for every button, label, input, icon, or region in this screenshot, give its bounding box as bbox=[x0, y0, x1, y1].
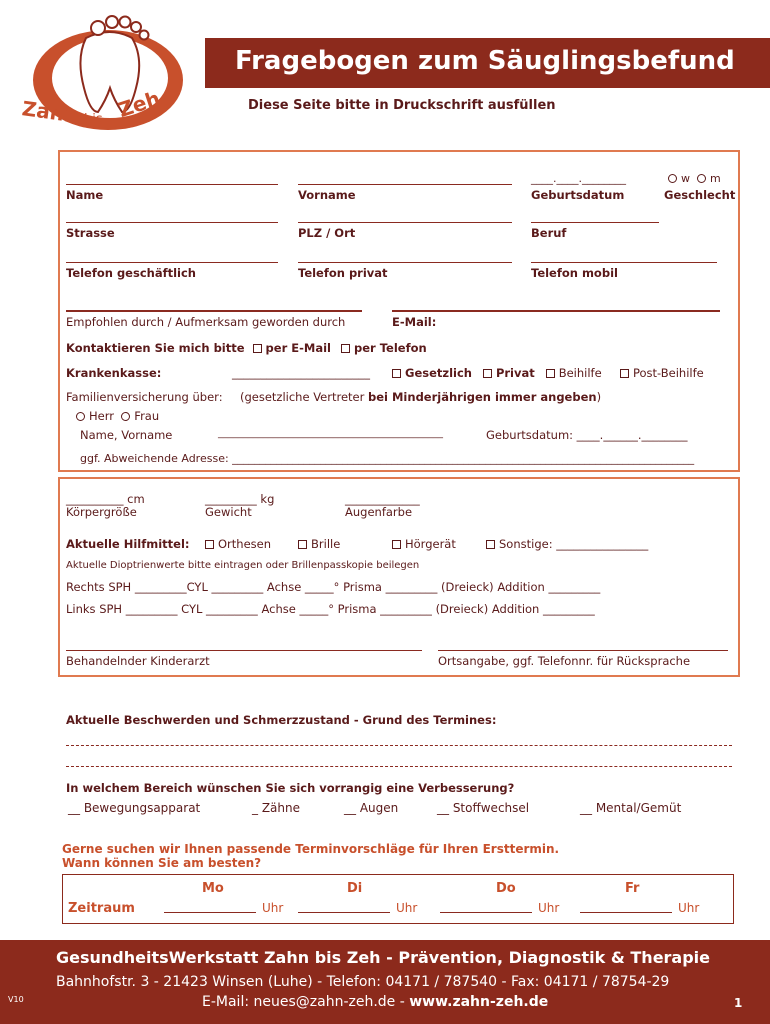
augenfarbe-field[interactable]: _____________ bbox=[345, 492, 420, 506]
brille-option bbox=[298, 537, 340, 551]
koerpergroesse-label: Körpergröße bbox=[66, 505, 137, 519]
title-band bbox=[205, 38, 770, 88]
beihilfe-label: Beihilfe bbox=[558, 366, 602, 380]
frau-radio[interactable] bbox=[121, 412, 130, 421]
links-row[interactable]: Links SPH _________ CYL _________ Achse _____° Prisma _________ (Dreieck) Addition _________ bbox=[66, 602, 595, 616]
footer-email[interactable]: E-Mail: neues@zahn-zeh.de - bbox=[202, 994, 410, 1010]
gender-w-label: w bbox=[681, 172, 690, 185]
uhr-di: Uhr bbox=[396, 901, 418, 915]
insurance-options bbox=[392, 366, 704, 380]
uhr-fr: Uhr bbox=[678, 901, 700, 915]
gesetzlich-label: Gesetzlich bbox=[405, 366, 472, 380]
beschwerden-line-2[interactable] bbox=[66, 766, 732, 767]
day-mo: Mo bbox=[202, 881, 224, 896]
post-beihilfe-checkbox[interactable] bbox=[620, 369, 629, 378]
herr-label: Herr bbox=[89, 409, 114, 423]
kontakt-telefon-checkbox[interactable] bbox=[341, 344, 350, 353]
krankenkasse-field[interactable]: ________________________ bbox=[232, 366, 370, 380]
rechts-row[interactable]: Rechts SPH _________CYL _________ Achse _____° Prisma _________ (Dreieck) Addition _________ bbox=[66, 580, 601, 594]
kontakt-telefon-label: per Telefon bbox=[354, 341, 427, 355]
dob-field[interactable]: ____.____.________ bbox=[531, 172, 626, 185]
day-di: Di bbox=[347, 881, 363, 896]
familien-hint-2: bei Minderjährigen immer angeben bbox=[368, 390, 597, 404]
sonstige-label: Sonstige: ________________ bbox=[499, 537, 649, 551]
gender-m-radio[interactable] bbox=[697, 174, 706, 183]
di-time-field[interactable] bbox=[298, 912, 390, 913]
uhr-mo: Uhr bbox=[262, 901, 284, 915]
frau-label: Frau bbox=[134, 409, 160, 423]
familien-hint-3: ) bbox=[596, 390, 602, 404]
page-subtitle: Diese Seite bitte in Druckschrift ausfüllen bbox=[248, 98, 556, 113]
krankenkasse-label: Krankenkasse: bbox=[66, 366, 162, 380]
empfohlen-label: Empfohlen durch / Aufmerksam geworden durch bbox=[66, 315, 346, 329]
footer-website[interactable]: www.zahn-zeh.de bbox=[409, 994, 549, 1010]
mo-time-field[interactable] bbox=[164, 912, 256, 913]
email-field[interactable] bbox=[392, 310, 720, 312]
geburtsdatum-label: Geburtsdatum bbox=[531, 188, 625, 202]
privat-label: Privat bbox=[495, 366, 535, 380]
strasse-field[interactable] bbox=[66, 222, 278, 223]
page-number: 1 bbox=[734, 996, 743, 1010]
post-beihilfe-label: Post-Beihilfe bbox=[632, 366, 704, 380]
beschwerden-line-1[interactable] bbox=[66, 745, 732, 746]
hoergeraet-label: Hörgerät bbox=[405, 537, 456, 551]
schedule-intro-1: Gerne suchen wir Ihnen passende Terminvorschläge für Ihren Ersttermin. bbox=[62, 842, 560, 856]
footer-company: GesundheitsWerkstatt Zahn bis Zeh - Prävention, Diagnostik & Therapie bbox=[56, 948, 711, 967]
dioptrien-hint: Aktuelle Dioptrienwerte bitte eintragen oder Brillenpasskopie beilegen bbox=[66, 560, 420, 571]
kontakt-email-checkbox[interactable] bbox=[253, 344, 262, 353]
hoergeraet-option bbox=[392, 537, 456, 551]
beruf-label: Beruf bbox=[531, 226, 567, 240]
kg-field[interactable]: _________ kg bbox=[205, 492, 275, 506]
plz-field[interactable] bbox=[298, 222, 512, 223]
tel-privat-field[interactable] bbox=[298, 262, 512, 263]
name-vorname-label: Name, Vorname bbox=[80, 428, 173, 442]
beschwerden-title: Aktuelle Beschwerden und Schmerzzustand - Grund des Termines: bbox=[66, 713, 497, 727]
footer bbox=[0, 940, 770, 1024]
familien-label: Familienversicherung über: bbox=[66, 390, 223, 404]
area-bewegung[interactable]: __ Bewegungsapparat bbox=[68, 801, 201, 815]
strasse-label: Strasse bbox=[66, 226, 115, 240]
sonstige-checkbox[interactable] bbox=[486, 540, 495, 549]
name-label: Name bbox=[66, 188, 104, 202]
do-time-field[interactable] bbox=[440, 912, 532, 913]
area-augen[interactable]: __ Augen bbox=[344, 801, 399, 815]
area-mental[interactable]: __ Mental/Gemüt bbox=[580, 801, 682, 815]
logo-text-zeh: Zeh bbox=[115, 86, 163, 122]
familien-name-field[interactable]: _____________________________________________ bbox=[218, 428, 443, 439]
beruf-field[interactable] bbox=[531, 222, 659, 223]
familien-dob-field[interactable]: Geburtsdatum: ____.______.________ bbox=[486, 428, 688, 442]
kinderarzt-field[interactable] bbox=[66, 650, 422, 651]
herr-radio[interactable] bbox=[76, 412, 85, 421]
ortsangabe-field[interactable] bbox=[438, 650, 728, 651]
kontakt-label: Kontaktieren Sie mich bitte bbox=[66, 341, 245, 355]
plz-label: PLZ / Ort bbox=[298, 226, 356, 240]
area-stoffwechsel[interactable]: __ Stoffwechsel bbox=[437, 801, 530, 815]
hoergeraet-checkbox[interactable] bbox=[392, 540, 401, 549]
orthesen-option bbox=[205, 537, 271, 551]
tel-geschaeftlich-field[interactable] bbox=[66, 262, 278, 263]
gender-w-radio[interactable] bbox=[668, 174, 677, 183]
orthesen-label: Orthesen bbox=[218, 537, 272, 551]
adresse-field[interactable]: ggf. Abweichende Adresse: ____________________________________________________________________________________ bbox=[80, 452, 695, 465]
footer-address: Bahnhofstr. 3 - 21423 Winsen (Luhe) - Telefon: 04171 / 787540 - Fax: 04171 / 78754-29 bbox=[56, 974, 670, 990]
tel-privat-label: Telefon privat bbox=[298, 266, 388, 280]
gewicht-label: Gewicht bbox=[205, 505, 252, 519]
version-label: V10 bbox=[8, 995, 24, 1004]
anrede-options bbox=[76, 409, 159, 423]
kontakt-row bbox=[66, 341, 427, 355]
logo-text-zahn: Zahn bbox=[20, 96, 80, 128]
gender-options bbox=[668, 172, 721, 185]
day-do: Do bbox=[496, 881, 516, 896]
familien-hint bbox=[240, 390, 601, 404]
geschlecht-label: Geschlecht bbox=[664, 188, 736, 202]
vorname-field[interactable] bbox=[298, 184, 512, 185]
ortsangabe-label: Ortsangabe, ggf. Telefonnr. für Rücksprache bbox=[438, 654, 691, 668]
footer-contact bbox=[202, 994, 548, 1010]
brille-checkbox[interactable] bbox=[298, 540, 307, 549]
uhr-do: Uhr bbox=[538, 901, 560, 915]
privat-checkbox[interactable] bbox=[483, 369, 492, 378]
cm-field[interactable]: __________ cm bbox=[66, 492, 145, 506]
sonstige-option bbox=[486, 537, 648, 551]
augenfarbe-label: Augenfarbe bbox=[345, 505, 413, 519]
beihilfe-checkbox[interactable] bbox=[546, 369, 555, 378]
kontakt-email-label: per E-Mail bbox=[265, 341, 331, 355]
logo-text-bis: bis bbox=[84, 112, 103, 127]
zeitraum-label: Zeitraum bbox=[68, 901, 135, 916]
name-field[interactable] bbox=[66, 184, 278, 185]
orthesen-checkbox[interactable] bbox=[205, 540, 214, 549]
familien-hint-1: (gesetzliche Vertreter bbox=[240, 390, 369, 404]
gender-m-label: m bbox=[710, 172, 721, 185]
tel-geschaeftlich-label: Telefon geschäftlich bbox=[66, 266, 196, 280]
fr-time-field[interactable] bbox=[580, 912, 672, 913]
brille-label: Brille bbox=[311, 537, 341, 551]
area-zaehne[interactable]: _ Zähne bbox=[252, 801, 300, 815]
email-label: E-Mail: bbox=[392, 315, 437, 329]
tel-mobil-label: Telefon mobil bbox=[531, 266, 618, 280]
empfohlen-field[interactable] bbox=[66, 310, 362, 312]
gesetzlich-checkbox[interactable] bbox=[392, 369, 401, 378]
day-fr: Fr bbox=[625, 881, 640, 896]
bereich-question: In welchem Bereich wünschen Sie sich vorrangig eine Verbesserung? bbox=[66, 781, 515, 795]
kinderarzt-label: Behandelnder Kinderarzt bbox=[66, 654, 210, 668]
vorname-label: Vorname bbox=[298, 188, 356, 202]
page-title: Fragebogen zum Säuglingsbefund bbox=[235, 46, 735, 76]
tel-mobil-field[interactable] bbox=[531, 262, 717, 263]
schedule-intro-2: Wann können Sie am besten? bbox=[62, 856, 262, 870]
hilfsmittel-label: Aktuelle Hilfmittel: bbox=[66, 537, 190, 551]
